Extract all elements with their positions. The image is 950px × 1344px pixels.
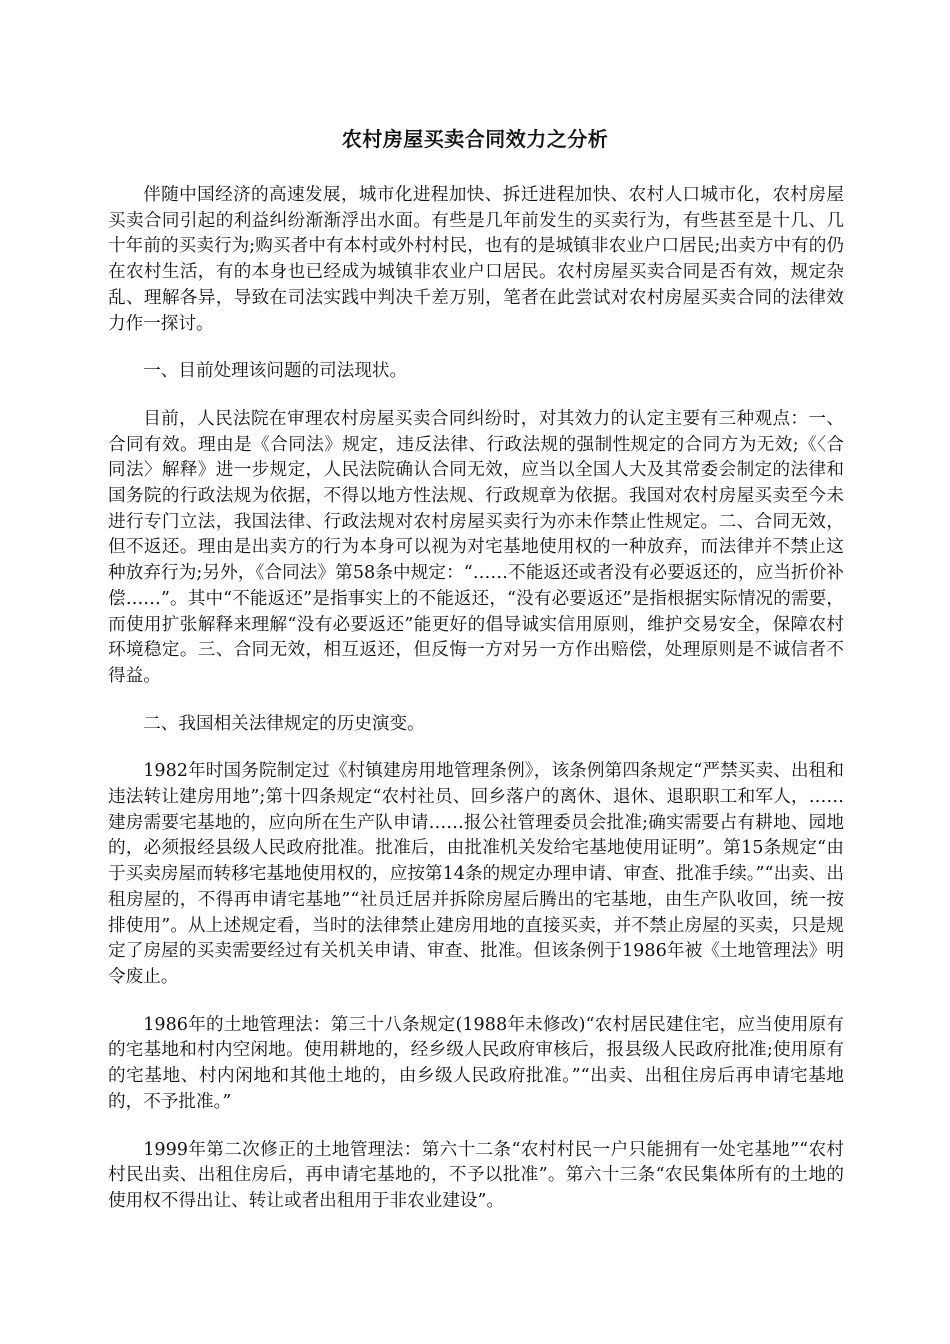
- intro-paragraph: 伴随中国经济的高速发展，城市化进程加快、拆迁进程加快、农村人口城市化，农村房屋买卖合同引起的利益纠纷渐渐浮出水面。有些是几年前发生的买卖行为，有些甚至是十几、几十年前的买卖行为;购买者中有本村或外村村民，也有的是城镇非农业户口居民;出卖方中有的仍在农村生活，有的本身也已经成为城镇非农业户口居民。农村房屋买卖合同是否有效，规定杂乱、理解各异，导致在司法实践中判决千差万别，笔者在此尝试对农村房屋买卖合同的法律效力作一探讨。: [108, 185, 844, 334]
- section-2-paragraph-1999: 1999年第二次修正的土地管理法：第六十二条“农村村民一户只能拥有一处宅基地”“农村村民出卖、出租住房后，再申请宅基地的，不予以批准”。第六十三条“农民集体所有的土地的使用权不得出让、转让或者出租用于非农业建设”。: [108, 1139, 844, 1211]
- section-2-paragraph-1986: 1986年的土地管理法：第三十八条规定(1988年未修改)“农村居民建住宅，应当使用原有的宅基地和村内空闲地。使用耕地的，经乡级人民政府审核后，报县级人民政府批准;使用原有的宅基地、村内闲地和其他土地的，由乡级人民政府批准。”“出卖、出租住房后再申请宅基地的，不予批准。”: [108, 1014, 844, 1112]
- document-body: [108, 183, 844, 1237]
- section-heading-1: 一、目前处理该问题的司法现状。: [143, 361, 408, 382]
- document-title: 农村房屋买卖合同效力之分析: [341, 127, 609, 151]
- section-1-paragraph: 目前，人民法院在审理农村房屋买卖合同纠纷时，对其效力的认定主要有三种观点：一、合同有效。理由是《合同法》规定，违反法律、行政法规的强制性规定的合同方为无效;《〈合同法〉解释》进一步规定，人民法院确认合同无效，应当以全国人大及其常委会制定的法律和国务院的行政法规为依据，不得以地方性法规、行政规章为依据。我国对农村房屋买卖至今未进行专门立法，我国法律、行政法规对农村房屋买卖行为亦未作禁止性规定。二、合同无效，但不返还。理由是出卖方的行为本身可以视为对宅基地使用权的一种放弃，而法律并不禁止这种放弃行为;另外，《合同法》第58条中规定：“……不能返还或者没有必要返还的，应当折价补偿……”。其中“不能返还”是指事实上的不能返还，“没有必要返还”是指根据实际情况的需要，而使用扩张解释来理解“没有必要返还”能更好的倡导诚实信用原则，维护交易安全，保障农村环境稳定。三、合同无效，相互返还，但反悔一方对另一方作出赔偿，处理原则是不诚信者不得益。: [108, 408, 844, 686]
- section-2-paragraph-1982: 1982年时国务院制定过《村镇建房用地管理条例》，该条例第四条规定“严禁买卖、出租和违法转让建房用地”;第十四条规定“农村社员、回乡落户的离休、退休、退职职工和军人，……建房需要宅基地的，应向所在生产队申请……报公社管理委员会批准;确实需要占有耕地、园地的，必须报经县级人民政府批准。批准后，由批准机关发给宅基地使用证明”。第15条规定“由于买卖房屋而转移宅基地使用权的，应按第14条的规定办理申请、审查、批准手续。”“出卖、出租房屋的，不得再申请宅基地”“社员迁居并拆除房屋后腾出的宅基地，由生产队收回，统一按排使用”。从上述规定看，当时的法律禁止建房用地的直接买卖，并不禁止房屋的买卖，只是规定了房屋的买卖需要经过有关机关申请、审查、批准。但该条例于1986年被《土地管理法》明令废止。: [108, 761, 844, 987]
- section-heading-2: 二、我国相关法律规定的历史演变。: [143, 713, 425, 734]
